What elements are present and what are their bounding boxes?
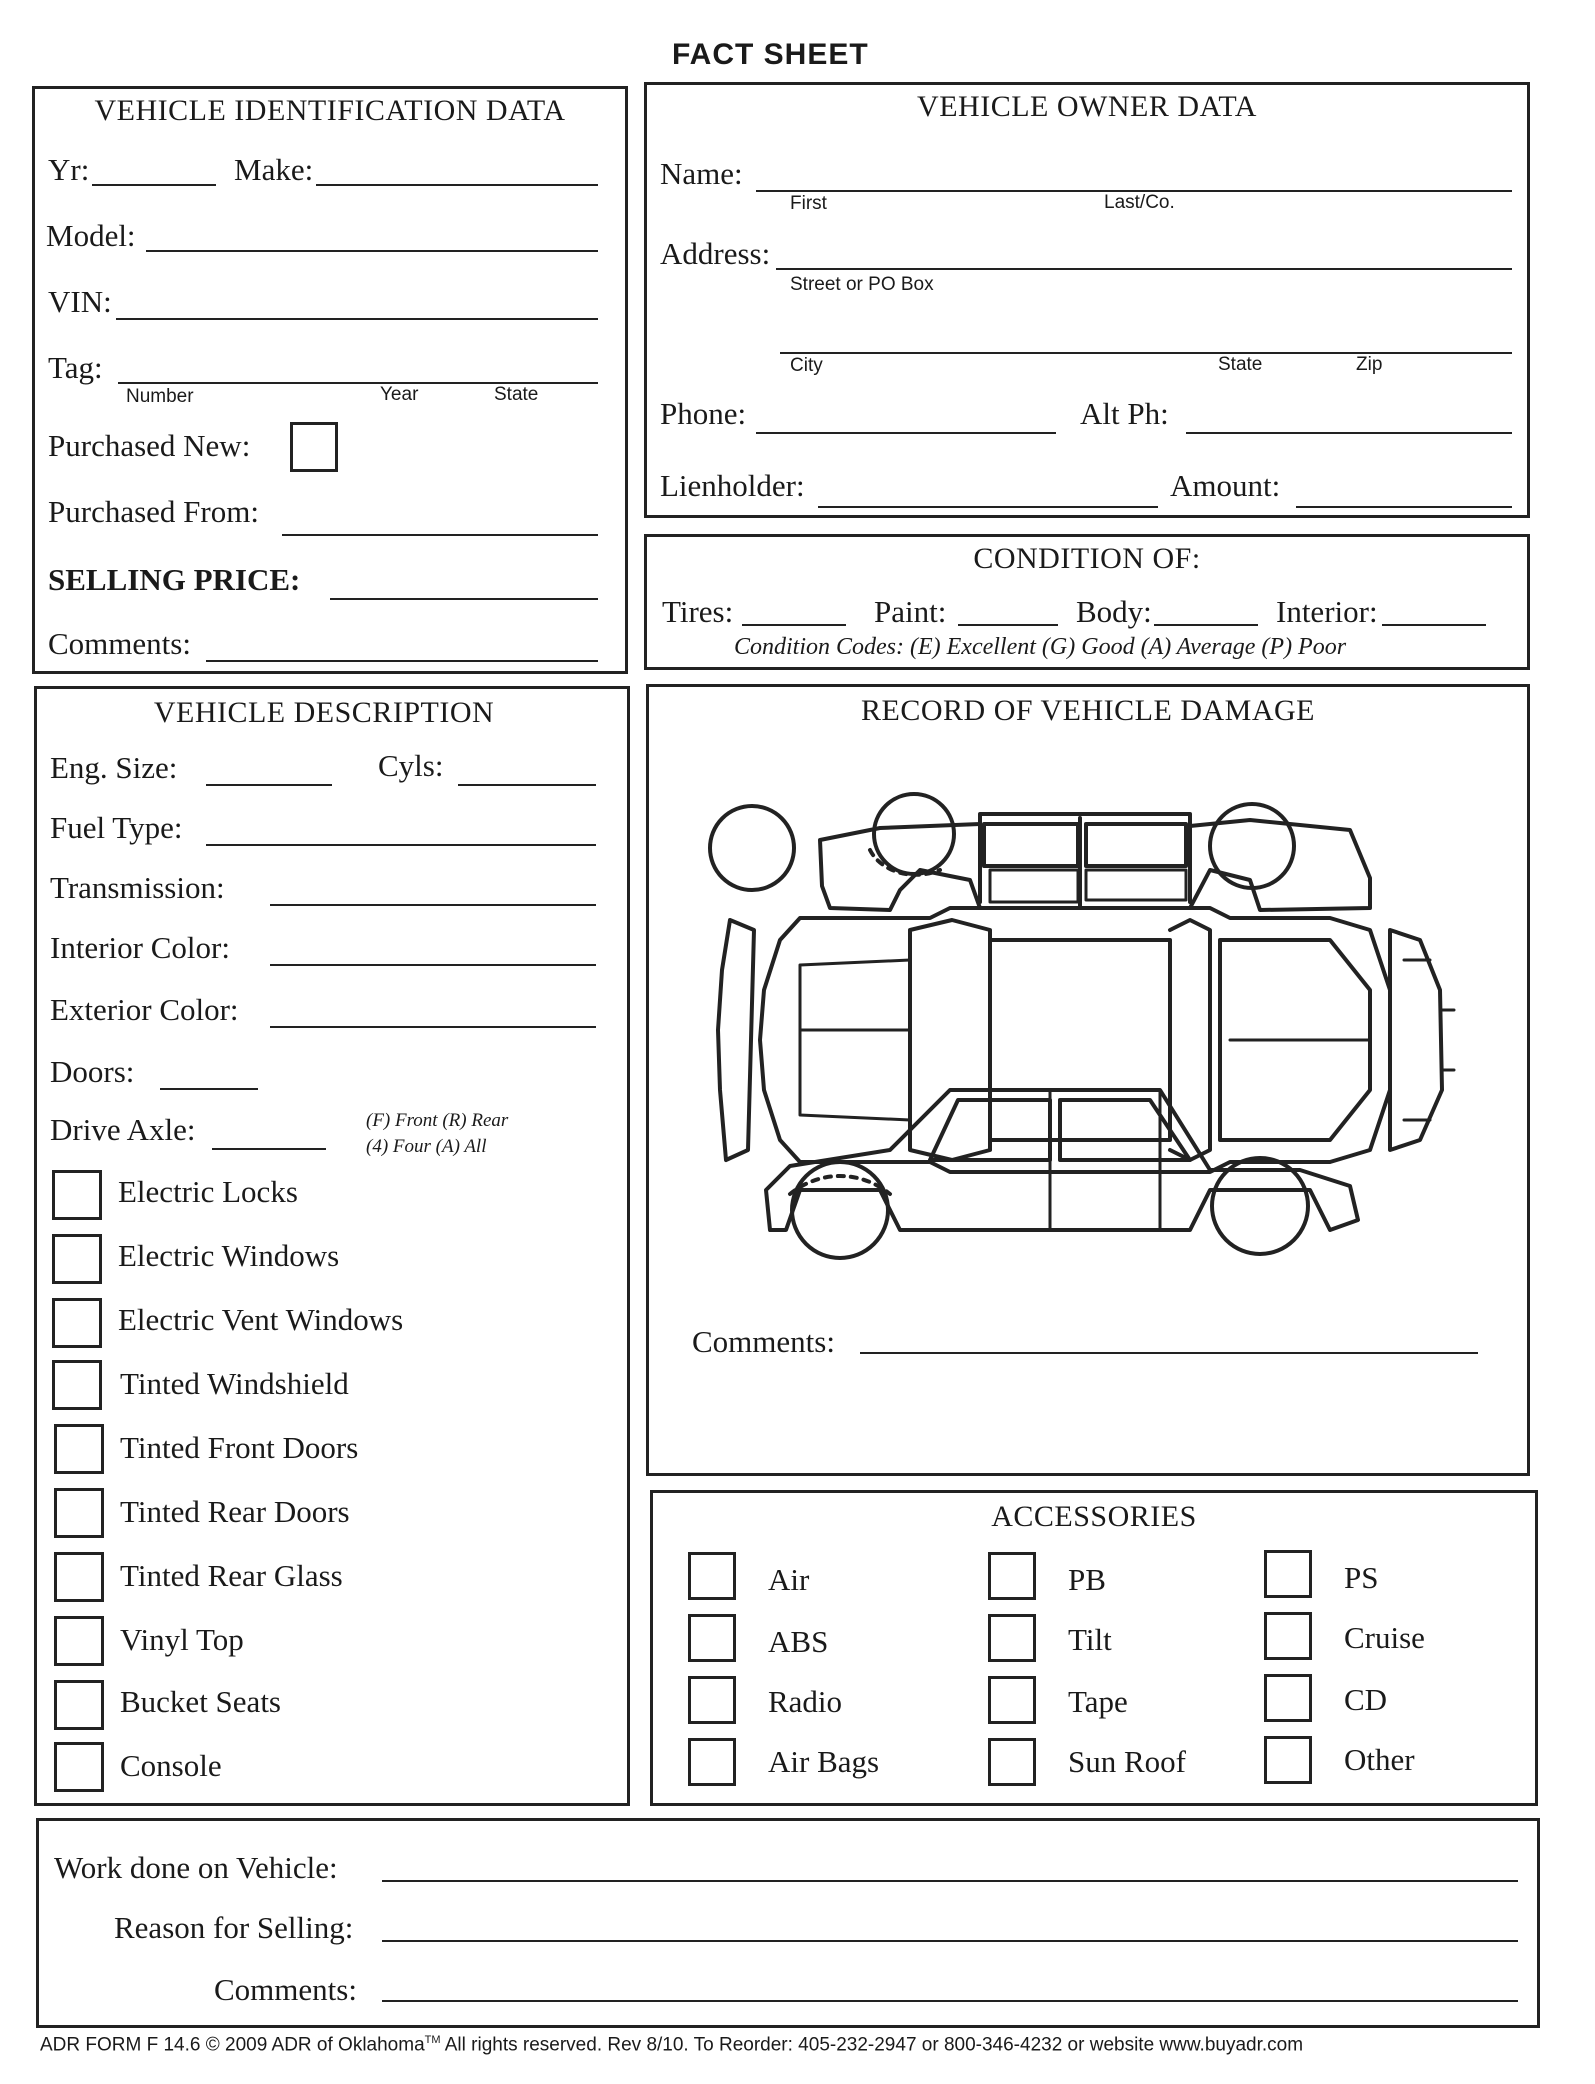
fuel-type-label: Fuel Type: [50,810,183,845]
tinted-windshield-checkbox[interactable] [52,1360,102,1410]
footer-reorder: All rights reserved. Rev 8/10. To Reorder: 405-232-2947 or 800-346-4232 or website www.buyadr.com [440,2034,1304,2056]
condition-codes-note: Condition Codes: (E) Excellent (G) Good (A) Average (P) Poor [734,634,1347,660]
year-field[interactable] [92,184,216,186]
vinyl-top-label: Vinyl Top [120,1622,244,1657]
eng-size-field[interactable] [206,784,332,786]
pb-checkbox[interactable] [988,1552,1036,1600]
tinted-front-doors-checkbox[interactable] [54,1424,104,1474]
footer-form-id: ADR FORM F 14.6 © 2009 ADR of Oklahoma [40,2034,425,2056]
electric-vent-windows-label: Electric Vent Windows [118,1302,404,1337]
amount-field[interactable] [1296,506,1512,508]
page-title: FACT SHEET [672,38,869,71]
electric-vent-windows-checkbox[interactable] [52,1298,102,1348]
purchased-from-label: Purchased From: [48,494,259,529]
electric-windows-checkbox[interactable] [52,1234,102,1284]
city-state-zip-field[interactable] [780,352,1512,354]
doors-label: Doors: [50,1054,135,1089]
interior-field[interactable] [1382,624,1486,626]
tinted-rear-doors-label: Tinted Rear Doors [120,1494,350,1529]
front-left-wheel-top [710,806,794,890]
sun-roof-checkbox[interactable] [988,1738,1036,1786]
cruise-checkbox[interactable] [1264,1612,1312,1660]
year-label: Yr: [48,152,90,187]
work-comments-label: Comments: [214,1972,357,2007]
footer-text [40,2034,1303,2056]
body-field[interactable] [1154,624,1258,626]
address-label: Address: [660,236,771,271]
model-field[interactable] [146,250,598,252]
vehicle-damage-heading: RECORD OF VEHICLE DAMAGE [861,694,1315,727]
cyls-label: Cyls: [378,748,444,783]
alt-phone-field[interactable] [1186,432,1512,434]
abs-checkbox[interactable] [688,1614,736,1662]
left-side-profile [820,814,1370,910]
exterior-color-label: Exterior Color: [50,992,239,1027]
tinted-front-doors-label: Tinted Front Doors [120,1430,359,1465]
exterior-color-field[interactable] [270,1026,596,1028]
eng-size-label: Eng. Size: [50,750,178,785]
last-name-caption: Last/Co. [1104,192,1175,213]
interior-label: Interior: [1276,594,1378,629]
interior-color-field[interactable] [270,964,596,966]
lienholder-field[interactable] [818,506,1158,508]
vin-field[interactable] [116,318,598,320]
rear-right-wheel-bottom [1212,1158,1308,1254]
reason-for-selling-label: Reason for Selling: [114,1910,354,1945]
body-label: Body: [1076,594,1152,629]
vid-comments-label: Comments: [48,626,191,661]
electric-locks-label: Electric Locks [118,1174,298,1209]
electric-windows-label: Electric Windows [118,1238,340,1273]
axle-codes-line-1: (F) Front (R) Rear [366,1110,509,1131]
pb-label: PB [1068,1562,1106,1597]
cd-checkbox[interactable] [1264,1674,1312,1722]
alt-phone-label: Alt Ph: [1080,396,1169,431]
selling-price-label: SELLING PRICE: [48,562,301,597]
work-done-label: Work done on Vehicle: [54,1850,338,1885]
console-checkbox[interactable] [54,1742,104,1792]
model-label: Model: [46,218,136,253]
phone-field[interactable] [756,432,1056,434]
axle-codes-line-2: (4) Four (A) All [366,1136,487,1157]
reason-for-selling-field[interactable] [382,1940,1518,1942]
tape-label: Tape [1068,1684,1128,1719]
fuel-type-field[interactable] [206,844,596,846]
tires-label: Tires: [662,594,734,629]
vehicle-identification-heading: VEHICLE IDENTIFICATION DATA [94,94,566,127]
damage-comments-field[interactable] [860,1352,1478,1354]
radio-checkbox[interactable] [688,1676,736,1724]
amount-label: Amount: [1170,468,1281,503]
vehicle-description-heading: VEHICLE DESCRIPTION [153,696,495,729]
work-done-field[interactable] [382,1880,1518,1882]
air-bags-checkbox[interactable] [688,1738,736,1786]
tape-checkbox[interactable] [988,1676,1036,1724]
damage-comments-label: Comments: [692,1324,835,1359]
ps-checkbox[interactable] [1264,1550,1312,1598]
drive-axle-field[interactable] [212,1148,326,1150]
console-label: Console [120,1748,222,1783]
street-caption: Street or PO Box [790,274,934,295]
work-comments-field[interactable] [382,2000,1518,2002]
vehicle-owner-section [644,82,1530,518]
street-field[interactable] [776,268,1512,270]
radio-label: Radio [768,1684,843,1719]
tires-field[interactable] [742,624,846,626]
electric-locks-checkbox[interactable] [52,1170,102,1220]
city-caption: City [790,355,823,376]
vinyl-top-checkbox[interactable] [54,1616,104,1666]
accessories-heading: ACCESSORIES [991,1500,1197,1533]
tilt-label: Tilt [1068,1622,1112,1657]
sun-roof-label: Sun Roof [1068,1744,1186,1779]
rear-left-wheel-top [874,794,954,874]
ps-label: PS [1344,1560,1379,1595]
tinted-rear-doors-checkbox[interactable] [54,1488,104,1538]
purchased-new-label: Purchased New: [48,428,251,463]
paint-field[interactable] [958,624,1058,626]
air-bags-label: Air Bags [768,1744,880,1779]
bucket-seats-checkbox[interactable] [54,1680,104,1730]
tag-label: Tag: [48,350,103,385]
footer-trademark: TM [424,2034,441,2046]
doors-field[interactable] [160,1088,258,1090]
first-name-caption: First [790,193,827,214]
cruise-label: Cruise [1344,1620,1425,1655]
tinted-rear-glass-label: Tinted Rear Glass [120,1558,343,1593]
vid-comments-field[interactable] [206,660,598,662]
other-label: Other [1344,1742,1415,1777]
phone-label: Phone: [660,396,747,431]
transmission-label: Transmission: [50,870,225,905]
selling-price-field[interactable] [330,598,598,600]
interior-color-label: Interior Color: [50,930,230,965]
purchased-from-field[interactable] [282,534,598,536]
front-right-wheel-top [1210,804,1294,888]
condition-heading: CONDITION OF: [973,542,1201,575]
drive-axle-label: Drive Axle: [50,1112,196,1147]
state-caption: State [1218,354,1263,375]
zip-caption: Zip [1356,354,1383,375]
bucket-seats-label: Bucket Seats [120,1684,281,1719]
tag-year-caption: Year [380,384,419,405]
lienholder-label: Lienholder: [660,468,805,503]
tinted-windshield-label: Tinted Windshield [120,1366,349,1401]
cd-label: CD [1344,1682,1388,1717]
air-checkbox[interactable] [688,1552,736,1600]
cyls-field[interactable] [458,784,596,786]
tinted-rear-glass-checkbox[interactable] [54,1552,104,1602]
transmission-field[interactable] [270,904,596,906]
vehicle-damage-diagram[interactable] [690,790,1470,1270]
vehicle-owner-heading: VEHICLE OWNER DATA [917,90,1257,123]
name-label: Name: [660,156,743,191]
other-checkbox[interactable] [1264,1736,1312,1784]
tag-number-caption: Number [126,386,194,407]
make-label: Make: [234,152,314,187]
paint-label: Paint: [874,594,947,629]
make-field[interactable] [316,184,598,186]
tag-state-caption: State [494,384,539,405]
vin-label: VIN: [48,284,112,319]
abs-label: ABS [768,1624,829,1659]
purchased-new-checkbox[interactable] [290,422,338,472]
air-label: Air [768,1562,810,1597]
tilt-checkbox[interactable] [988,1614,1036,1662]
